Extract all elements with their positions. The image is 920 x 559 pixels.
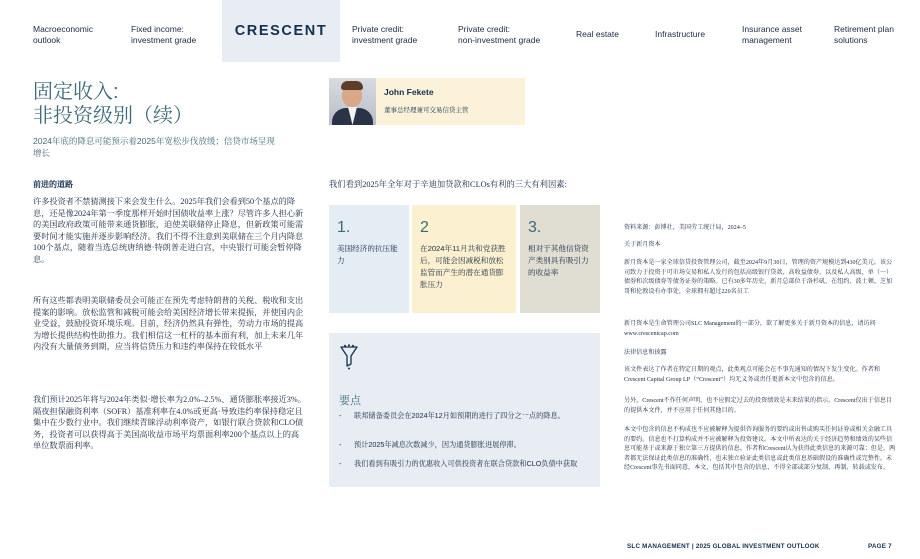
key-point-item: - 联邦储备委员会在2024年12月如预期的进行了四分之一点的降息。 xyxy=(339,411,589,421)
factor-text: 相对于其他信贷资产类别具有吸引力的收益率 xyxy=(528,244,589,277)
page-subtitle: 2024年底的降息可能预示着2025年宽松步伐放缓；信贷市场呈现增长 xyxy=(33,136,275,158)
key-points-box xyxy=(329,333,600,487)
legal-heading: 法律信息和披露 xyxy=(624,350,667,356)
page-title-line-2: 非投资级别（续） xyxy=(33,105,193,127)
key-point-item: - 预计2025年减息次数减少，因为通货膨胀进展停滞。 xyxy=(339,440,589,450)
author-card xyxy=(329,78,525,125)
nav-item-real-estate[interactable]: Real estate xyxy=(576,29,619,39)
footer-publication: SLC MANAGEMENT | 2025 GLOBAL INVESTMENT OUTLOOK xyxy=(627,543,820,550)
legal-paragraph-3: 本文中包含的信息不构成也不应被解释为提供咨询服务的要约或出售或购买任何证券或相关金融工具的要约。信息也不打算构成并不应被解释为投资建议。本文中所表达的关于经济趋势和绩效的某些信息可能基于或来源于独立第三方提供的信息。作者和Crescent认为获得此类信息的来源可靠；但是，两者都无法保证此类信息的准确性，也未独立验证此类信息或此类信息基础假设的准确性或完整性。未经Crescent事先书面同意，本文、包括其中包含的信息，不得全部或部分复制、再制、转载或发布。 xyxy=(624,427,896,472)
footer-page-number: PAGE 7 xyxy=(868,543,892,550)
factor-card-3 xyxy=(520,205,600,313)
key-points-heading: 要点 xyxy=(339,395,361,407)
nav-item-infrastructure[interactable]: Infrastructure xyxy=(655,29,706,39)
crescent-logo-box[interactable] xyxy=(222,0,340,62)
key-point-text: 我们看到有吸引力的优惠收入可供投资者在联合贷款和CLO负债中获取 xyxy=(354,459,578,468)
key-point-item: - 我们看到有吸引力的优惠收入可供投资者在联合贷款和CLO负债中获取 xyxy=(339,459,589,469)
page-title-line-1: 固定收入: xyxy=(33,81,119,103)
factors-intro: 我们看到2025年全年对于辛迪加贷款和CLOs有利的三大有利因素: xyxy=(329,180,567,189)
key-point-text: 预计2025年减息次数减少，因为通货膨胀进展停滞。 xyxy=(354,440,521,449)
nav-item-retirement-plan-solutions[interactable]: Retirement plan solutions xyxy=(834,24,895,45)
author-name: John Fekete xyxy=(384,87,434,97)
crescent-logo: CRESCENT xyxy=(234,23,328,39)
page-title xyxy=(33,80,193,128)
slc-text: 新月资本是生命管理公司SLC Management的一部分，欲了解更多关于新月资本的信息，请访问www.crescentcap.com xyxy=(624,321,876,337)
factor-text: 在2024年11月共和党获胜后，可能会因减税和放松监管而产生的潜在通货膨胀压力 xyxy=(420,244,506,289)
funnel-icon xyxy=(339,344,359,370)
nav-item-fixed-income-investment-grade[interactable]: Fixed income: investment grade xyxy=(131,24,197,45)
author-photo xyxy=(329,78,376,125)
factor-number: 3. xyxy=(528,219,542,236)
body-paragraph-2: 所有这些都表明美联储委员会可能正在预先考虑特朗普的关税、税收和支出提案的影响。放松监管和减税可能会给美国经济增长带来提振，并使国内企业受益，鼓励投资环境乐观。目前，经济仍然具有弹性，劳动力市场的提高为增长提供结构性助推力。我们相信这一杠杆的基本面有利，加上未来几年内没有大量债务到期，应当将信贷压力和违约率保持在较低水平 xyxy=(33,296,304,352)
about-text: 新月资本是一家全球信贷投资管理公司，截至2024年9月30日，管理的资产规模达到430亿美元。该公司致力于投资于可市场交易和私人发行的包括高级银行贷款、高收益债券、以及私人高级、单（一）债券和次级债券等债务证券的策略。已有30多年历史，新月总部位于洛杉矶，在纽约、波士顿、芝加哥和伦敦设有办事处，全球拥有超过220名员工 xyxy=(624,260,893,295)
section-heading-path-forward: 前进的道路 xyxy=(33,180,73,189)
source-note: 资料来源：彭博社，美国劳工统计局，2024–5 xyxy=(624,225,746,231)
factor-card-2 xyxy=(412,205,516,313)
body-paragraph-3: 我们预计2025年将与2024年类似·增长率为2.0%–2.5%、通货膨胀率接近3%。隔夜担保融资利率（SOFR）基准利率在4.0%或更高·导致违约率保持稳定且集中在少数行业中。我们继续青睐浮动利率资产，如银行联合贷款和CLO债务，投资者可以获得高于美国高收益市场平均票面利率200个基点以上的高单位数票面利率。 xyxy=(33,395,306,451)
legal-paragraph-1: 该文件表达了作者在特定日期的观点，此类观点可能会在不事先通知的情况下发生变化。作者和Crescent Capital Group LP（“Crescent”）均无义务或责任更新本文中包含的信息。 xyxy=(624,367,880,383)
nav-item-private-credit-investment-grade[interactable]: Private credit: investment grade xyxy=(352,24,418,45)
nav-item-insurance-asset-management[interactable]: Insurance asset management xyxy=(742,24,803,45)
legal-paragraph-2: 另外，Crescent不作任何声明，也不应假定过去的投资绩效是未来结果的指示。Crescent仅出于信息目的提供本文件，并不应用于任何其他目的。 xyxy=(624,398,893,414)
factor-text: 美国经济的抗压能力 xyxy=(337,244,398,265)
top-navigation xyxy=(0,0,920,62)
key-point-text: 联邦储备委员会在2024年12月如预期的进行了四分之一点的降息。 xyxy=(354,411,565,420)
nav-item-private-credit-non-investment-grade[interactable]: Private credit: non-investment grade xyxy=(458,24,541,45)
factor-number: 1. xyxy=(337,219,351,236)
about-heading: 关于新月资本 xyxy=(624,242,661,248)
author-role: 董事总经理兼可交易信贷主管 xyxy=(384,107,469,114)
factor-card-1 xyxy=(329,205,409,313)
factor-number: 2 xyxy=(420,219,429,236)
body-paragraph-1: 许多投资者不禁猜测接下来会发生什么。2025年我们会看到50个基点的降息，还是像2024年第一季度那样开始时国债收益率上涨？尽管许多人担心新的美国政府政策可能带来通货膨胀，迫使美联储停止降息，但新政策可能需要时间才能实施并逐步影响经济。我们不得不注意到美联储在三个月内降息100个基点，随着当选总统唐纳德·特朗普走进白宫，中央银行可能会暂停降息。 xyxy=(33,197,304,264)
nav-item-macroeconomic-outlook[interactable]: Macroeconomic outlook xyxy=(33,24,93,45)
